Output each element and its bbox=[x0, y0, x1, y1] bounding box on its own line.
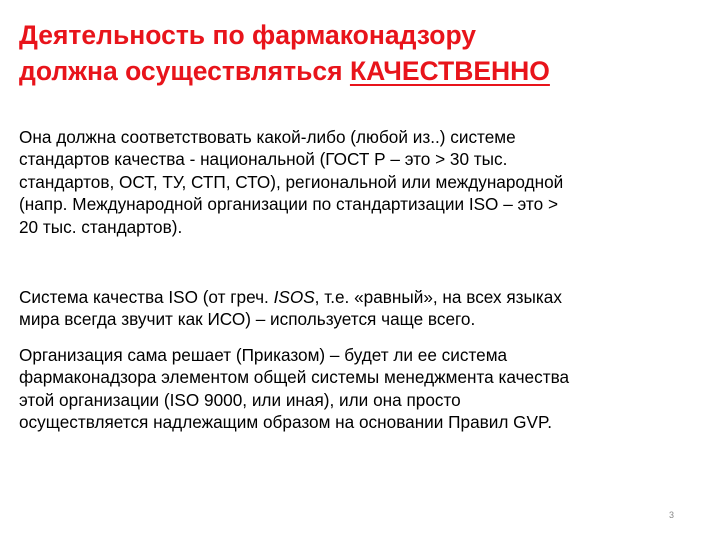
paragraph3-line: этой организации (ISO 9000, или иная), или она просто bbox=[19, 389, 461, 410]
paragraph-iso-system bbox=[19, 286, 679, 331]
paragraph1-line: 20 тыс. стандартов). bbox=[19, 216, 183, 237]
title-line-1: Деятельность по фармаконадзору bbox=[19, 20, 477, 50]
title-line-2-prefix: должна осуществляться bbox=[19, 56, 350, 86]
title-line-2 bbox=[19, 53, 709, 89]
paragraph2-line-1 bbox=[19, 286, 679, 308]
paragraph2-italic-term: ISOS bbox=[273, 287, 315, 307]
paragraph-organization-decision bbox=[19, 344, 679, 434]
paragraph1-line: Она должна соответствовать какой-либо (любой из..) системе bbox=[19, 127, 516, 147]
paragraph3-line: Организация сама решает (Приказом) – будет ли ее система bbox=[19, 345, 508, 365]
slide-title bbox=[19, 17, 709, 89]
paragraph1-line: стандартов качества - национальной (ГОСТ Р – это > 30 тыс. bbox=[19, 149, 508, 170]
title-emphasis: КАЧЕСТВЕННО bbox=[349, 56, 550, 86]
paragraph-quality-standards bbox=[19, 126, 679, 238]
paragraph2-text: Система качества ISO (от греч. bbox=[19, 287, 274, 307]
paragraph3-line: осуществляется надлежащим образом на основании Правил GVP. bbox=[19, 412, 553, 433]
paragraph1-line: стандартов, ОСТ, ТУ, СТП, СТО), региональной или международной bbox=[19, 171, 564, 192]
paragraph2-text: , т.е. «равный», на всех языках bbox=[314, 287, 562, 307]
paragraph2-line-2: мира всегда звучит как ИСО) – используется чаще всего. bbox=[19, 309, 476, 330]
page-number: 3 bbox=[669, 510, 675, 520]
paragraph3-line: фармаконадзора элементом общей системы менеджмента качества bbox=[19, 367, 570, 388]
paragraph1-line: (напр. Международной организации по стандартизации ISO – это > bbox=[19, 194, 558, 215]
